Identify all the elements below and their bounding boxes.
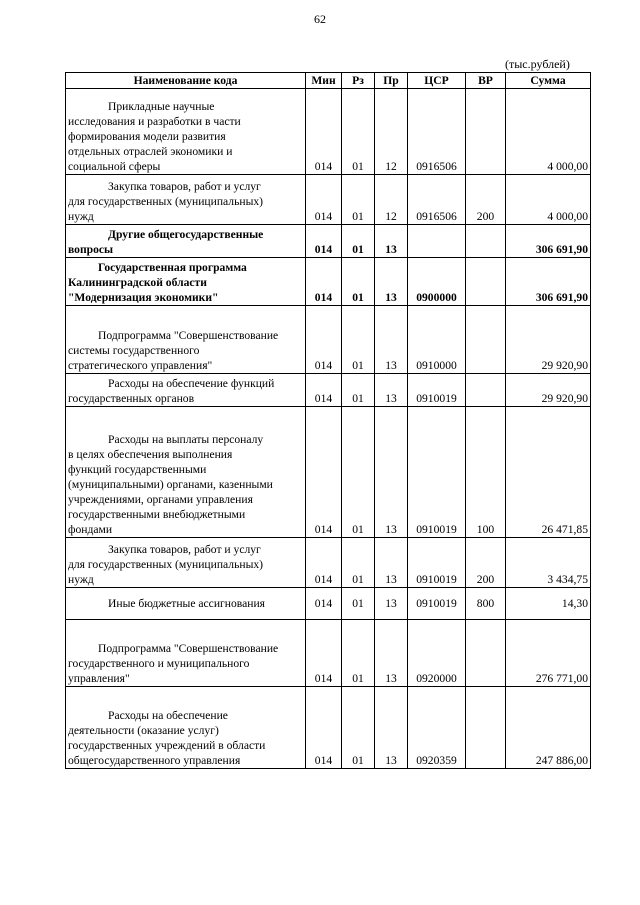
row-pr: 13: [375, 538, 408, 588]
row-name-line: государственными внебюджетными: [68, 508, 246, 521]
row-name-line: Государственная программа: [98, 261, 247, 274]
row-name: [66, 620, 306, 687]
row-name-line: Закупка товаров, работ и услуг: [108, 180, 261, 193]
row-csr: 0910000: [408, 306, 466, 374]
row-name-line: отдельных отраслей экономики и: [68, 145, 233, 158]
row-csr: 0920000: [408, 620, 466, 687]
row-name-line: управления": [68, 672, 130, 685]
row-name-line: формирования модели развития: [68, 130, 226, 143]
row-name-line: Подпрограмма "Совершенствование: [98, 329, 279, 342]
row-vr: [466, 374, 506, 407]
table-row: [66, 588, 591, 620]
row-rz: 01: [342, 89, 375, 175]
row-name-line: фондами: [68, 523, 113, 536]
row-rz: 01: [342, 175, 375, 225]
row-csr: 0910019: [408, 538, 466, 588]
row-sum: 306 691,90: [506, 225, 591, 258]
header-vr: ВР: [466, 73, 506, 89]
row-name: [66, 538, 306, 588]
row-name-line: (муниципальными) органами, казенными: [68, 478, 273, 491]
row-csr: 0920359: [408, 687, 466, 769]
row-pr: 13: [375, 306, 408, 374]
row-sum: 29 920,90: [506, 374, 591, 407]
table-row: [66, 175, 591, 225]
row-vr: [466, 89, 506, 175]
table-row: [66, 687, 591, 769]
header-min: Мин: [306, 73, 342, 89]
row-min: 014: [306, 407, 342, 538]
row-pr: 12: [375, 89, 408, 175]
row-csr: 0900000: [408, 258, 466, 306]
row-name-line: государственных учреждений в области: [68, 739, 266, 752]
row-vr: [466, 620, 506, 687]
row-sum: 306 691,90: [506, 258, 591, 306]
row-rz: 01: [342, 538, 375, 588]
row-sum: 276 771,00: [506, 620, 591, 687]
row-rz: 01: [342, 407, 375, 538]
row-name-line: Закупка товаров, работ и услуг: [108, 543, 261, 556]
row-min: 014: [306, 225, 342, 258]
row-name-line: Калининградской области: [68, 276, 207, 289]
row-name-line: в целях обеспечения выполнения: [68, 448, 233, 461]
row-csr: 0910019: [408, 588, 466, 620]
row-sum: 29 920,90: [506, 306, 591, 374]
row-name-line: для государственных (муниципальных): [68, 195, 264, 208]
row-name-line: учреждениями, органами управления: [68, 493, 253, 506]
row-name-line: стратегического управления": [68, 359, 213, 372]
row-name-line: системы государственного: [68, 344, 200, 357]
row-min: 014: [306, 620, 342, 687]
row-rz: 01: [342, 374, 375, 407]
row-name-line: нужд: [68, 573, 94, 586]
row-min: 014: [306, 175, 342, 225]
row-sum: 4 000,00: [506, 175, 591, 225]
row-vr: [466, 258, 506, 306]
row-csr: 0910019: [408, 374, 466, 407]
row-name-line: функций государственными: [68, 463, 207, 476]
row-sum: 4 000,00: [506, 89, 591, 175]
row-vr: [466, 225, 506, 258]
row-name-line: государственных органов: [68, 392, 195, 405]
row-name-line: социальной сферы: [68, 160, 161, 173]
row-min: 014: [306, 89, 342, 175]
row-min: 014: [306, 258, 342, 306]
table-row: [66, 374, 591, 407]
row-name-line: Расходы на обеспечение: [108, 709, 228, 722]
row-csr: 0910019: [408, 407, 466, 538]
header-pr: Пр: [375, 73, 408, 89]
header-name: Наименование кода: [66, 73, 306, 89]
row-name: [66, 225, 306, 258]
row-vr: 800: [466, 588, 506, 620]
row-pr: 13: [375, 374, 408, 407]
row-vr: [466, 687, 506, 769]
units-label: (тыс.рублей): [505, 57, 570, 71]
table-row: [66, 538, 591, 588]
table-row: [66, 225, 591, 258]
page-number: 62: [314, 12, 326, 26]
row-name: [66, 374, 306, 407]
row-name-line: исследования и разработки в части: [68, 115, 241, 128]
row-min: 014: [306, 687, 342, 769]
row-csr: 0916506: [408, 89, 466, 175]
row-sum: 247 886,00: [506, 687, 591, 769]
row-pr: 13: [375, 588, 408, 620]
row-sum: 26 471,85: [506, 407, 591, 538]
row-rz: 01: [342, 687, 375, 769]
header-csr: ЦСР: [408, 73, 466, 89]
row-csr: [408, 225, 466, 258]
row-min: 014: [306, 588, 342, 620]
row-name-line: вопросы: [68, 243, 114, 256]
header-rz: Рз: [342, 73, 375, 89]
row-vr: 200: [466, 538, 506, 588]
table-row: [66, 407, 591, 538]
row-vr: [466, 306, 506, 374]
row-name: [66, 588, 306, 620]
row-name: [66, 306, 306, 374]
row-min: 014: [306, 306, 342, 374]
row-name-line: деятельности (оказание услуг): [68, 724, 219, 737]
row-csr: 0916506: [408, 175, 466, 225]
row-pr: 13: [375, 620, 408, 687]
row-min: 014: [306, 538, 342, 588]
row-name-line: общегосударственного управления: [68, 754, 241, 767]
row-name: [66, 175, 306, 225]
row-rz: 01: [342, 306, 375, 374]
row-name-line: государственного и муниципального: [68, 657, 250, 670]
row-name: [66, 258, 306, 306]
row-name: [66, 89, 306, 175]
row-vr: 200: [466, 175, 506, 225]
row-sum: 14,30: [506, 588, 591, 620]
table-row: [66, 89, 591, 175]
row-pr: 13: [375, 687, 408, 769]
row-pr: 12: [375, 175, 408, 225]
row-min: 014: [306, 374, 342, 407]
row-pr: 13: [375, 225, 408, 258]
row-rz: 01: [342, 258, 375, 306]
table-header-row: [66, 73, 591, 89]
row-name-line: Другие общегосударственные: [108, 228, 264, 241]
row-name-line: Подпрограмма "Совершенствование: [98, 642, 279, 655]
row-rz: 01: [342, 588, 375, 620]
table-row: [66, 258, 591, 306]
row-sum: 3 434,75: [506, 538, 591, 588]
budget-table: [65, 72, 591, 769]
table-row: [66, 306, 591, 374]
row-name-line: Прикладные научные: [108, 100, 215, 113]
row-name-line: Иные бюджетные ассигнования: [108, 597, 265, 610]
row-name-line: Расходы на обеспечение функций: [108, 377, 275, 390]
row-rz: 01: [342, 620, 375, 687]
row-name: [66, 407, 306, 538]
row-pr: 13: [375, 258, 408, 306]
table-row: [66, 620, 591, 687]
row-name-line: нужд: [68, 210, 94, 223]
row-name: [66, 687, 306, 769]
header-sum: Сумма: [506, 73, 591, 89]
row-name-line: для государственных (муниципальных): [68, 558, 264, 571]
row-pr: 13: [375, 407, 408, 538]
row-rz: 01: [342, 225, 375, 258]
row-name-line: "Модернизация экономики": [68, 291, 219, 304]
row-vr: 100: [466, 407, 506, 538]
row-name-line: Расходы на выплаты персоналу: [108, 433, 264, 446]
